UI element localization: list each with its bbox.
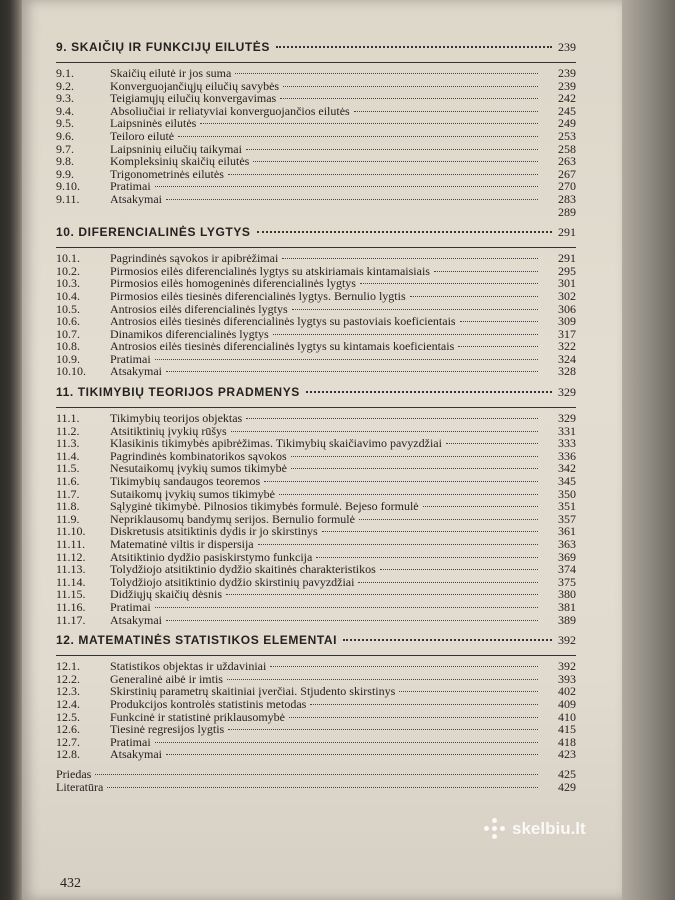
section-10 bbox=[56, 225, 576, 378]
entry-title: Absoliučiai ir reliatyviai konverguojančios eilutės bbox=[110, 103, 350, 118]
entry-number: 11.12. bbox=[56, 549, 86, 564]
leader-dots bbox=[235, 73, 538, 74]
leader-dots bbox=[258, 544, 538, 545]
entry-title: Generalinė aibė ir imtis bbox=[110, 671, 223, 686]
leader-dots bbox=[322, 531, 538, 532]
watermark-text: skelbiu.lt bbox=[512, 819, 586, 838]
entry-number: 9.1. bbox=[56, 66, 74, 80]
entry-number: 11.16. bbox=[56, 599, 86, 614]
entry-title: Tolydžiojo atsitiktinio dydžio skirstinių pavyzdžiai bbox=[110, 574, 355, 589]
watermark bbox=[484, 818, 586, 840]
entry-title: Konverguojančiųjų eilučių savybės bbox=[110, 78, 280, 93]
entry-number: 10.4. bbox=[56, 288, 80, 303]
toc-entry bbox=[56, 340, 576, 353]
entry-page: 329 bbox=[558, 411, 576, 426]
leader-dots bbox=[310, 704, 538, 705]
toc-entry bbox=[56, 290, 576, 303]
entry-title: Pratimai bbox=[110, 599, 151, 614]
entry-title: Teigiamųjų eilučių konvergavimas bbox=[110, 91, 277, 106]
toc-entry bbox=[56, 130, 576, 143]
entry-number: 11.3. bbox=[56, 436, 80, 451]
entry-number: 10.8. bbox=[56, 339, 80, 354]
entry-title: Didžiųjų skaičių dėsnis bbox=[110, 587, 222, 602]
leader-dots bbox=[279, 494, 538, 495]
entry-title: Antrosios eilės diferencialinės lygtys bbox=[110, 301, 288, 316]
leader-dots bbox=[273, 334, 538, 335]
entry-number: 11.8. bbox=[56, 499, 80, 514]
entry-number: 11.5. bbox=[56, 461, 80, 476]
entry-page: 239 bbox=[558, 78, 576, 93]
entry-page: 393 bbox=[558, 671, 576, 686]
entry-title: Pirmosios eilės diferencialinės lygtys su atskiriamais kintamaisiais bbox=[110, 263, 430, 278]
entry-number: 12.3. bbox=[56, 684, 80, 699]
entry-number: 10.7. bbox=[56, 326, 80, 341]
entry-title: Antrosios eilės tiesinės diferencialinės lygtys su kintamais koeficientais bbox=[110, 339, 455, 354]
entry-page: 283 bbox=[558, 191, 576, 206]
toc-entry bbox=[56, 315, 576, 328]
entry-title: Pagrindinės sąvokos ir apibrėžimai bbox=[110, 251, 279, 266]
entry-number: 12.1. bbox=[56, 659, 80, 674]
entry-number: 12.7. bbox=[56, 734, 80, 749]
leader-dots bbox=[253, 161, 538, 162]
entry-page: 249 bbox=[558, 116, 576, 131]
entry-page: 342 bbox=[558, 461, 576, 476]
toc-entry bbox=[56, 252, 576, 265]
entry-title: Tolydžiojo atsitiktinio dydžio skaitinės charakteristikos bbox=[110, 562, 376, 577]
entry-number: 12.5. bbox=[56, 709, 80, 724]
leader-dots bbox=[380, 569, 538, 570]
entry-title: Pratimai bbox=[110, 734, 151, 749]
leader-dots bbox=[155, 359, 538, 360]
entry-page: 375 bbox=[558, 574, 576, 589]
entry-number: 11.4. bbox=[56, 448, 80, 463]
entry-page: 253 bbox=[558, 128, 576, 143]
entry-number: 10.9. bbox=[56, 351, 80, 366]
toc-entry bbox=[56, 614, 576, 627]
page-number: 432 bbox=[60, 876, 81, 891]
entry-number: 10.6. bbox=[56, 314, 80, 329]
toc-entry bbox=[56, 475, 576, 488]
entry-page: 350 bbox=[558, 486, 576, 501]
entry-page: 302 bbox=[558, 288, 576, 303]
entry-page: 317 bbox=[558, 326, 576, 341]
section-11 bbox=[56, 385, 576, 626]
entry-number: 11.7. bbox=[56, 486, 80, 501]
entry-page: 328 bbox=[558, 364, 576, 379]
trailing-page: 289 bbox=[558, 204, 576, 219]
entry-number: 9.7. bbox=[56, 141, 74, 156]
entry-title: Pratimai bbox=[110, 179, 151, 194]
entry-number: 9.2. bbox=[56, 78, 74, 93]
leader-dots bbox=[292, 309, 538, 310]
section-title: 10. DIFERENCIALINĖS LYGTYS bbox=[56, 225, 251, 240]
toc-entry bbox=[56, 500, 576, 513]
entry-page: 258 bbox=[558, 141, 576, 156]
leader-dots bbox=[434, 271, 538, 272]
divider bbox=[56, 655, 576, 656]
entry-page: 245 bbox=[558, 103, 576, 118]
entry-title: Diskretusis atsitiktinis dydis ir jo skirstinys bbox=[110, 524, 318, 539]
entry-title: Funkcinė ir statistinė priklausomybė bbox=[110, 709, 285, 724]
entry-title: Atsitiktinio dydžio pasiskirstymo funkcija bbox=[110, 549, 313, 564]
entry-number: 9.10. bbox=[56, 179, 80, 194]
entry-page: 392 bbox=[558, 659, 576, 674]
leader-dots bbox=[282, 258, 538, 259]
entry-number: 9.11. bbox=[56, 191, 80, 206]
entry-page: 380 bbox=[558, 587, 576, 602]
leader-dots bbox=[276, 46, 552, 48]
entry-title: Pirmosios eilės tiesinės diferencialinės lygtys. Bernulio lygtis bbox=[110, 288, 406, 303]
entry-number: 11.15. bbox=[56, 587, 86, 602]
leader-dots bbox=[280, 98, 538, 99]
entry-title: Atsakymai bbox=[110, 364, 162, 379]
leader-dots bbox=[166, 620, 538, 621]
toc-entry bbox=[56, 365, 576, 378]
entry-page: 306 bbox=[558, 301, 576, 316]
entry-page: 409 bbox=[558, 696, 576, 711]
entry-number: 9.9. bbox=[56, 166, 74, 181]
entry-title: Matematinė viltis ir dispersija bbox=[110, 537, 254, 551]
toc-entry bbox=[56, 412, 576, 425]
entry-number: 11.1. bbox=[56, 411, 80, 426]
leader-dots bbox=[291, 468, 538, 469]
appendix-title: Priedas bbox=[56, 766, 92, 781]
divider bbox=[56, 62, 576, 63]
entry-page: 322 bbox=[558, 339, 576, 354]
entry-title: Nesutaikomų įvykių sumos tikimybė bbox=[110, 461, 287, 476]
entry-page: 336 bbox=[558, 448, 576, 463]
entry-page: 361 bbox=[558, 524, 576, 539]
section-title: 12. MATEMATINĖS STATISTIKOS ELEMENTAI bbox=[56, 633, 338, 648]
entry-title: Atsakymai bbox=[110, 747, 162, 762]
entry-number: 10.3. bbox=[56, 276, 80, 291]
section-page: 392 bbox=[558, 633, 576, 648]
entry-title: Teiloro eilutė bbox=[110, 128, 175, 143]
entry-number: 10.1. bbox=[56, 251, 80, 266]
entry-page: 351 bbox=[558, 499, 576, 514]
entry-title: Tikimybių sandaugos teoremos bbox=[110, 474, 261, 489]
toc-entry bbox=[56, 660, 576, 673]
entry-page: 263 bbox=[558, 154, 576, 169]
leader-dots bbox=[306, 391, 552, 393]
entry-page: 423 bbox=[558, 747, 576, 762]
entry-number: 12.8. bbox=[56, 747, 80, 762]
entry-page: 239 bbox=[558, 66, 576, 80]
entry-title: Skaičių eilutė ir jos suma bbox=[110, 66, 232, 80]
entry-title: Laipsninės eilutės bbox=[110, 116, 197, 131]
entry-number: 9.3. bbox=[56, 91, 74, 106]
entry-title: Klasikinis tikimybės apibrėžimas. Tikimybių skaičiavimo pavyzdžiai bbox=[110, 436, 442, 451]
leader-dots bbox=[264, 481, 538, 482]
entry-page: 333 bbox=[558, 436, 576, 451]
entry-title: Atsakymai bbox=[110, 612, 162, 627]
appendix-row bbox=[56, 768, 576, 781]
entry-number: 11.14. bbox=[56, 574, 86, 589]
leader-dots bbox=[358, 582, 538, 583]
toc-entry bbox=[56, 538, 576, 551]
leader-dots bbox=[354, 111, 538, 112]
leader-dots bbox=[226, 594, 538, 595]
leader-dots bbox=[95, 774, 538, 775]
entry-page: 415 bbox=[558, 722, 576, 737]
entry-number: 11.10. bbox=[56, 524, 86, 539]
entry-page: 357 bbox=[558, 511, 576, 526]
entry-number: 10.10. bbox=[56, 364, 86, 379]
section-page: 329 bbox=[558, 385, 576, 400]
section-heading bbox=[56, 40, 576, 60]
entry-title: Pratimai bbox=[110, 351, 151, 366]
toc-entry bbox=[56, 748, 576, 761]
toc-entry bbox=[56, 437, 576, 450]
leader-dots bbox=[410, 296, 538, 297]
entry-number: 11.6. bbox=[56, 474, 80, 489]
entry-number: 12.4. bbox=[56, 696, 80, 711]
leader-dots bbox=[178, 136, 538, 137]
entry-title: Pirmosios eilės homogeninės diferencialinės lygtys bbox=[110, 276, 356, 291]
toc-entry bbox=[56, 155, 576, 168]
section-9 bbox=[56, 40, 576, 218]
leader-dots bbox=[270, 666, 538, 667]
leader-dots bbox=[231, 431, 538, 432]
entry-number: 11.17. bbox=[56, 612, 86, 627]
leader-dots bbox=[200, 123, 538, 124]
entry-title: Antrosios eilės tiesinės diferencialinės lygtys su pastoviais koeficientais bbox=[110, 314, 456, 329]
entry-page: 331 bbox=[558, 423, 576, 438]
literature-row bbox=[56, 781, 576, 794]
entry-page: 418 bbox=[558, 734, 576, 749]
entry-page: 309 bbox=[558, 314, 576, 329]
literature-title: Literatūra bbox=[56, 779, 104, 794]
section-page: 291 bbox=[558, 225, 576, 240]
toc-entry bbox=[56, 601, 576, 614]
entry-title: Dinamikos diferencialinės lygtys bbox=[110, 326, 269, 341]
trailing-page-row bbox=[56, 206, 576, 219]
entry-title: Nepriklausomų bandymų serijos. Bernulio formulė bbox=[110, 511, 355, 526]
leader-dots bbox=[458, 346, 538, 347]
book-page bbox=[22, 0, 622, 900]
entry-page: 270 bbox=[558, 179, 576, 194]
entry-title: Statistikos objektas ir uždaviniai bbox=[110, 659, 267, 674]
leader-dots bbox=[155, 607, 538, 608]
entry-page: 291 bbox=[558, 251, 576, 266]
entry-title: Atsitiktinių įvykių rūšys bbox=[110, 423, 227, 438]
leader-dots bbox=[460, 321, 538, 322]
entry-page: 374 bbox=[558, 562, 576, 577]
toc-entry bbox=[56, 698, 576, 711]
leader-dots bbox=[246, 418, 538, 419]
entry-title: Kompleksinių skaičių eilutės bbox=[110, 154, 250, 169]
entry-page: 242 bbox=[558, 91, 576, 106]
entry-number: 11.9. bbox=[56, 511, 80, 526]
divider bbox=[56, 407, 576, 408]
literature-page: 429 bbox=[558, 779, 576, 794]
entry-page: 402 bbox=[558, 684, 576, 699]
entry-number: 11.2. bbox=[56, 423, 80, 438]
leader-dots bbox=[246, 149, 538, 150]
leader-dots bbox=[359, 519, 538, 520]
entry-number: 12.2. bbox=[56, 671, 80, 686]
entry-number: 9.4. bbox=[56, 103, 74, 118]
toc-entry bbox=[56, 563, 576, 576]
section-title: 9. SKAIČIŲ IR FUNKCIJŲ EILUTĖS bbox=[56, 40, 271, 54]
entry-number: 11.11. bbox=[56, 537, 86, 551]
entry-title: Pagrindinės kombinatorikos sąvokos bbox=[110, 448, 287, 463]
leader-dots bbox=[316, 557, 538, 558]
entry-title: Laipsninių eilučių taikymai bbox=[110, 141, 242, 156]
leader-dots bbox=[107, 787, 538, 788]
entry-number: 9.6. bbox=[56, 128, 74, 143]
leader-dots bbox=[283, 86, 538, 87]
entry-title: Atsakymai bbox=[110, 191, 162, 206]
leader-dots bbox=[289, 717, 538, 718]
entry-number: 10.5. bbox=[56, 301, 80, 316]
entry-number: 11.13. bbox=[56, 562, 86, 577]
dots-logo-icon bbox=[484, 818, 506, 840]
section-heading bbox=[56, 225, 576, 245]
divider bbox=[56, 247, 576, 248]
leader-dots bbox=[155, 186, 538, 187]
section-12 bbox=[56, 633, 576, 761]
leader-dots bbox=[166, 199, 538, 200]
leader-dots bbox=[360, 283, 538, 284]
leader-dots bbox=[291, 456, 538, 457]
toc-entry bbox=[56, 723, 576, 736]
leader-dots bbox=[446, 443, 538, 444]
section-heading bbox=[56, 633, 576, 653]
entry-page: 267 bbox=[558, 166, 576, 181]
entry-page: 301 bbox=[558, 276, 576, 291]
leader-dots bbox=[257, 231, 552, 233]
entry-page: 363 bbox=[558, 537, 576, 551]
entry-page: 410 bbox=[558, 709, 576, 724]
leader-dots bbox=[423, 506, 538, 507]
entry-title: Produkcijos kontrolės statistinis metodas bbox=[110, 696, 307, 711]
entry-title: Skirstinių parametrų skaitiniai įverčiai. Stjudento skirstinys bbox=[110, 684, 396, 699]
entry-title: Tiesinė regresijos lygtis bbox=[110, 722, 225, 737]
toc-entry bbox=[56, 67, 576, 80]
entry-number: 12.6. bbox=[56, 722, 80, 737]
entry-page: 389 bbox=[558, 612, 576, 627]
entry-number: 9.8. bbox=[56, 154, 74, 169]
leader-dots bbox=[228, 174, 538, 175]
leader-dots bbox=[343, 639, 552, 641]
entry-title: Sutaikomų įvykių sumos tikimybė bbox=[110, 486, 276, 501]
toc-entry bbox=[56, 193, 576, 206]
table-of-contents bbox=[56, 40, 576, 794]
entry-title: Sąlyginė tikimybė. Pilnosios tikimybės formulė. Bejeso formulė bbox=[110, 499, 419, 514]
toc-entry bbox=[56, 92, 576, 105]
appendix-page: 425 bbox=[558, 766, 576, 781]
leader-dots bbox=[155, 742, 538, 743]
section-page: 239 bbox=[558, 40, 576, 54]
entry-number: 9.5. bbox=[56, 116, 74, 131]
section-title: 11. TIKIMYBIŲ TEORIJOS PRADMENYS bbox=[56, 385, 300, 400]
section-heading bbox=[56, 385, 576, 405]
leader-dots bbox=[227, 679, 538, 680]
entry-title: Tikimybių teorijos objektas bbox=[110, 411, 243, 426]
entry-page: 345 bbox=[558, 474, 576, 489]
entry-title: Trigonometrinės eilutės bbox=[110, 166, 224, 181]
entry-page: 369 bbox=[558, 549, 576, 564]
leader-dots bbox=[399, 691, 538, 692]
leader-dots bbox=[228, 729, 538, 730]
entry-page: 295 bbox=[558, 263, 576, 278]
leader-dots bbox=[166, 371, 538, 372]
entry-page: 381 bbox=[558, 599, 576, 614]
entry-number: 10.2. bbox=[56, 263, 80, 278]
entry-page: 324 bbox=[558, 351, 576, 366]
leader-dots bbox=[166, 754, 538, 755]
